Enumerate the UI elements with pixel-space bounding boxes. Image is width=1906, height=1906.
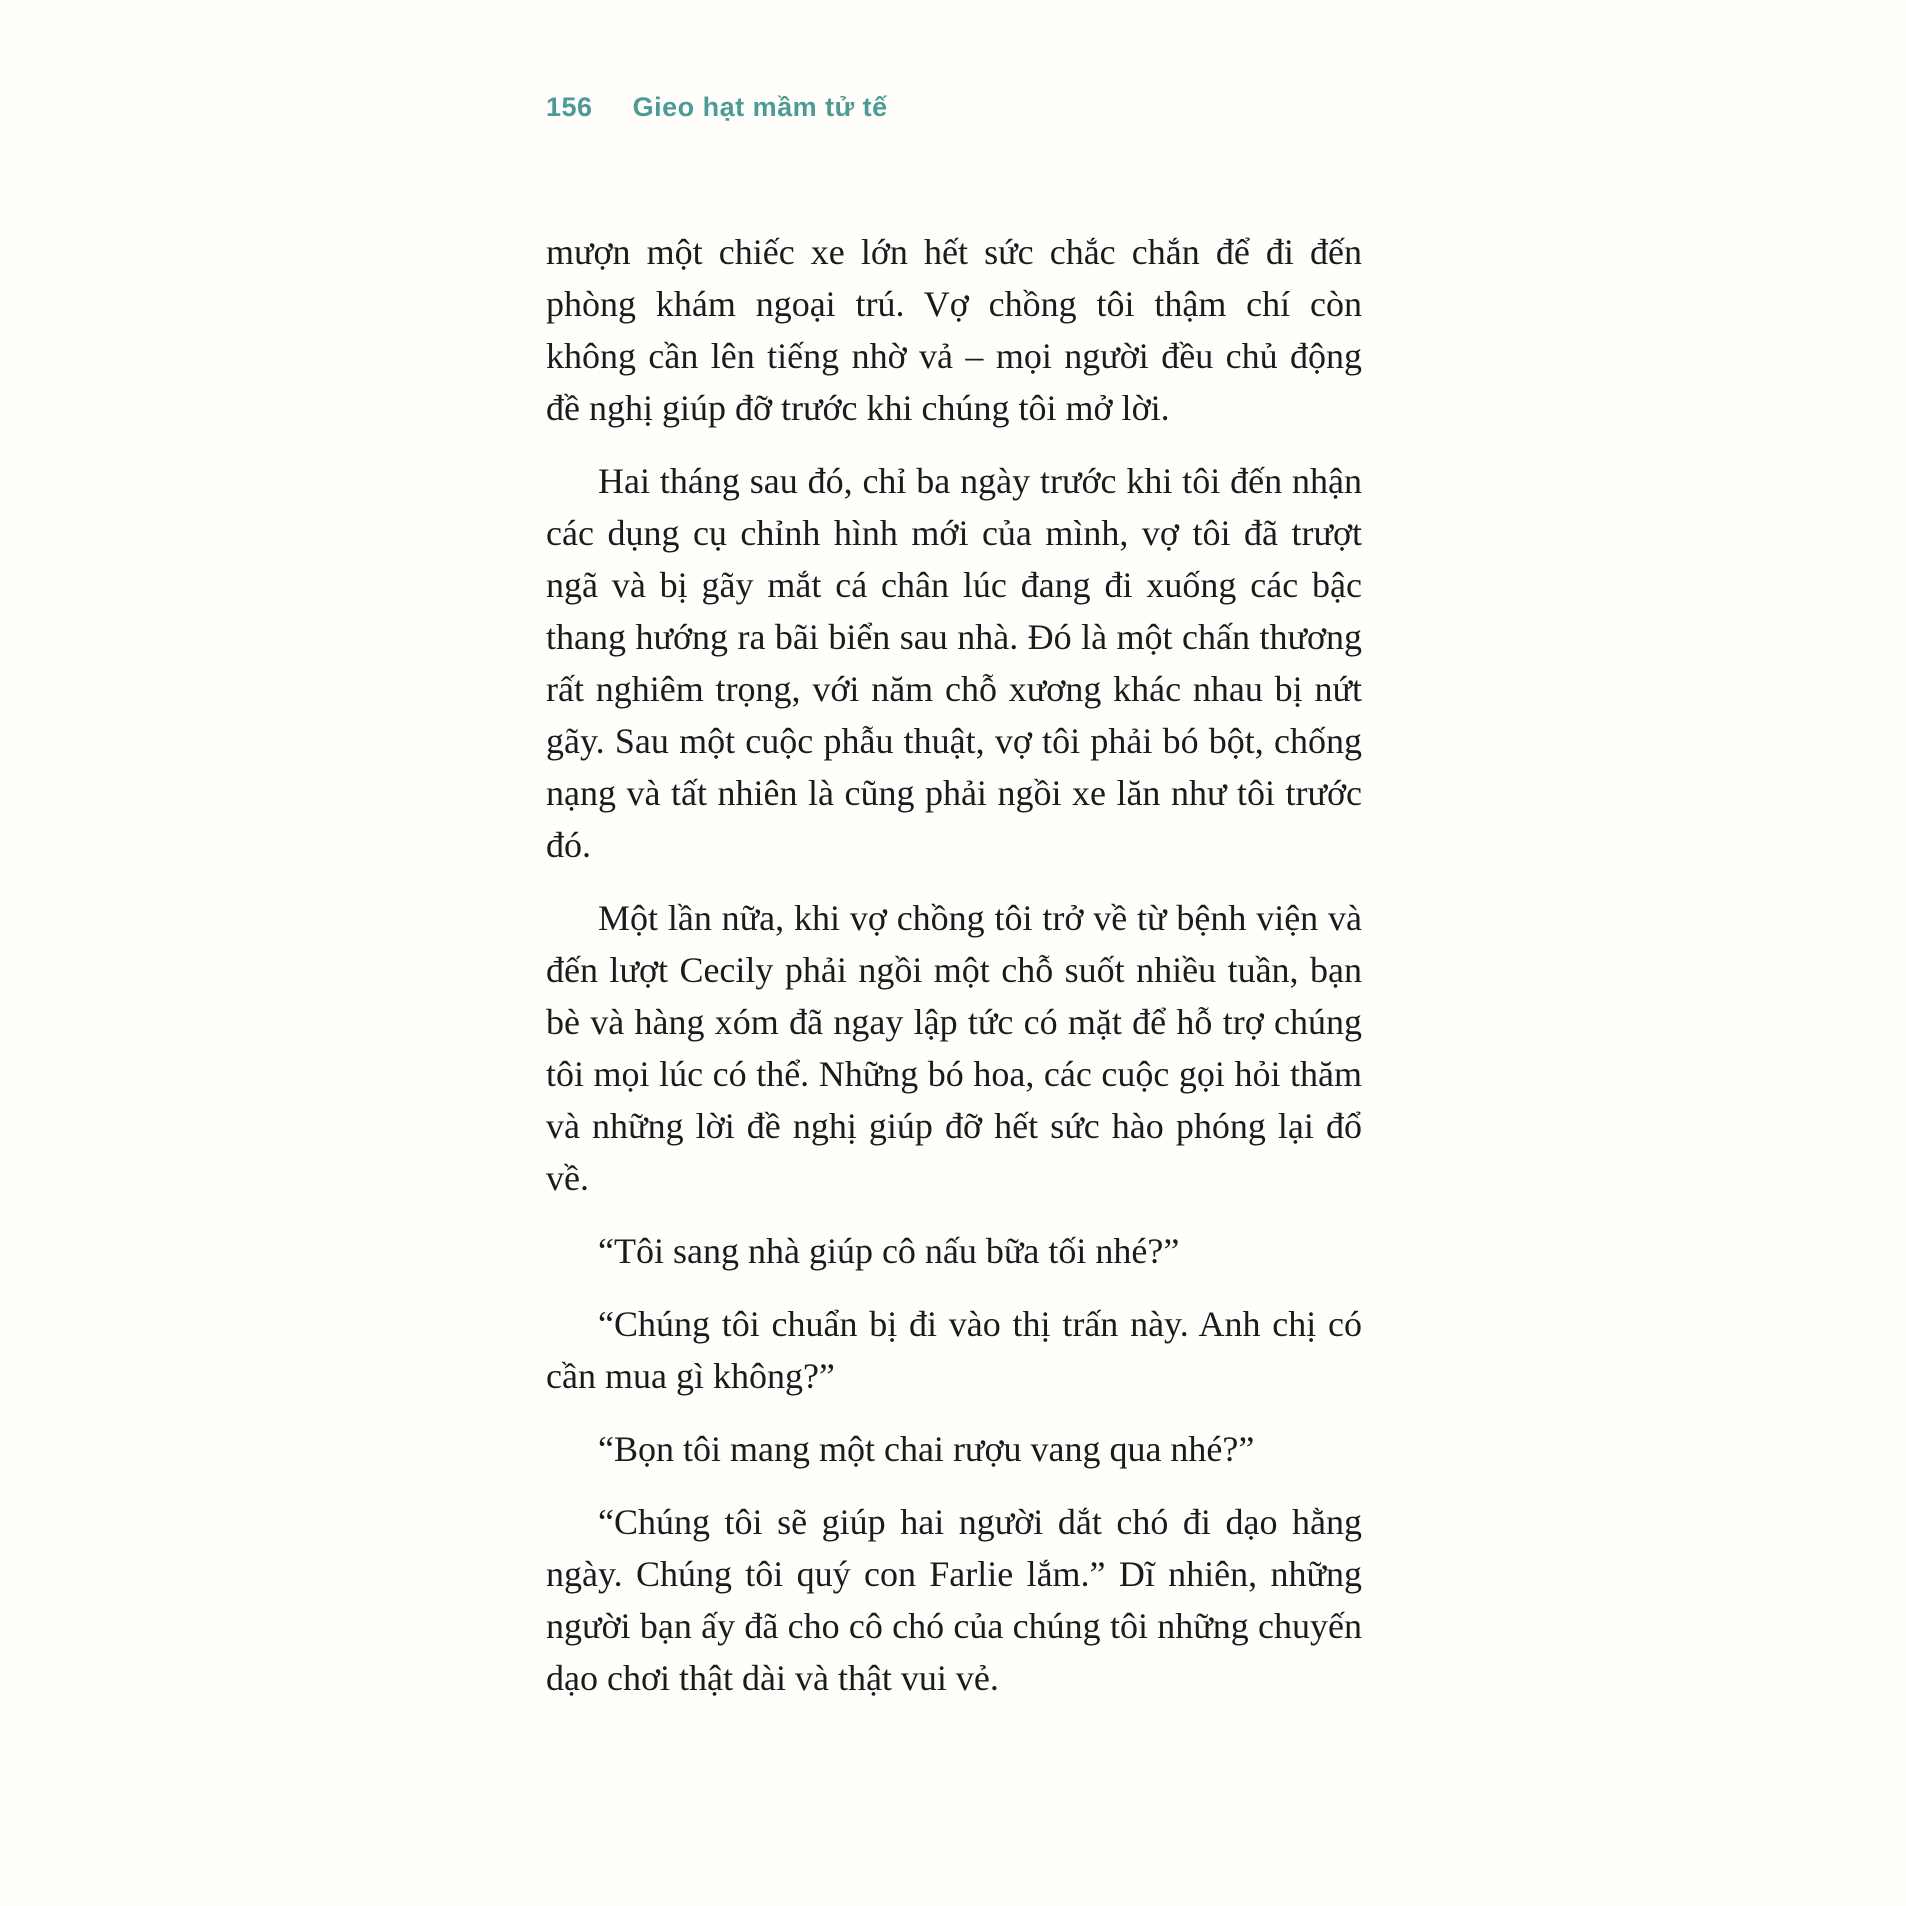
paragraph: “Bọn tôi mang một chai rượu vang qua nhé?”	[598, 1429, 1255, 1469]
paragraph: Hai tháng sau đó, chỉ ba ngày trước khi tôi đến nhận các dụng cụ chỉnh hình mới của mình, vợ tôi đã trượt ngã và bị gãy mắt cá chân lúc đang đi xuống các bậc thang hướng ra bãi biển sau nhà. Đó là một chấn thương rất nghiêm trọng, với năm chỗ xương khác nhau bị nứt gãy. Sau một cuộc phẫu thuật, vợ tôi phải bó bột, chống nạng và tất nhiên là cũng phải ngồi xe lăn như tôi trước đó.	[546, 461, 1362, 865]
paragraph: mượn một chiếc xe lớn hết sức chắc chắn để đi đến phòng khám ngoại trú. Vợ chồng tôi thậm chí còn không cần lên tiếng nhờ vả – mọi người đều chủ động đề nghị giúp đỡ trước khi chúng tôi mở lời.	[546, 232, 1362, 428]
paragraph: Một lần nữa, khi vợ chồng tôi trở về từ bệnh viện và đến lượt Cecily phải ngồi một chỗ suốt nhiều tuần, bạn bè và hàng xóm đã ngay lập tức có mặt để hỗ trợ chúng tôi mọi lúc có thể. Những bó hoa, các cuộc gọi hỏi thăm và những lời đề nghị giúp đỡ hết sức hào phóng lại đổ về.	[546, 898, 1362, 1198]
paragraph: “Chúng tôi chuẩn bị đi vào thị trấn này. Anh chị có cần mua gì không?”	[546, 1304, 1362, 1396]
page-header	[546, 92, 888, 123]
paragraph: “Tôi sang nhà giúp cô nấu bữa tối nhé?”	[598, 1231, 1180, 1271]
page-number: 156	[546, 92, 593, 122]
running-title: Gieo hạt mầm tử tế	[632, 92, 888, 122]
paragraph: “Chúng tôi sẽ giúp hai người dắt chó đi dạo hằng ngày. Chúng tôi quý con Farlie lắm.” Dĩ nhiên, những người bạn ấy đã cho cô chó của chúng tôi những chuyến dạo chơi thật dài và thật vui vẻ.	[546, 1502, 1362, 1698]
body-text-column	[546, 226, 1362, 1725]
